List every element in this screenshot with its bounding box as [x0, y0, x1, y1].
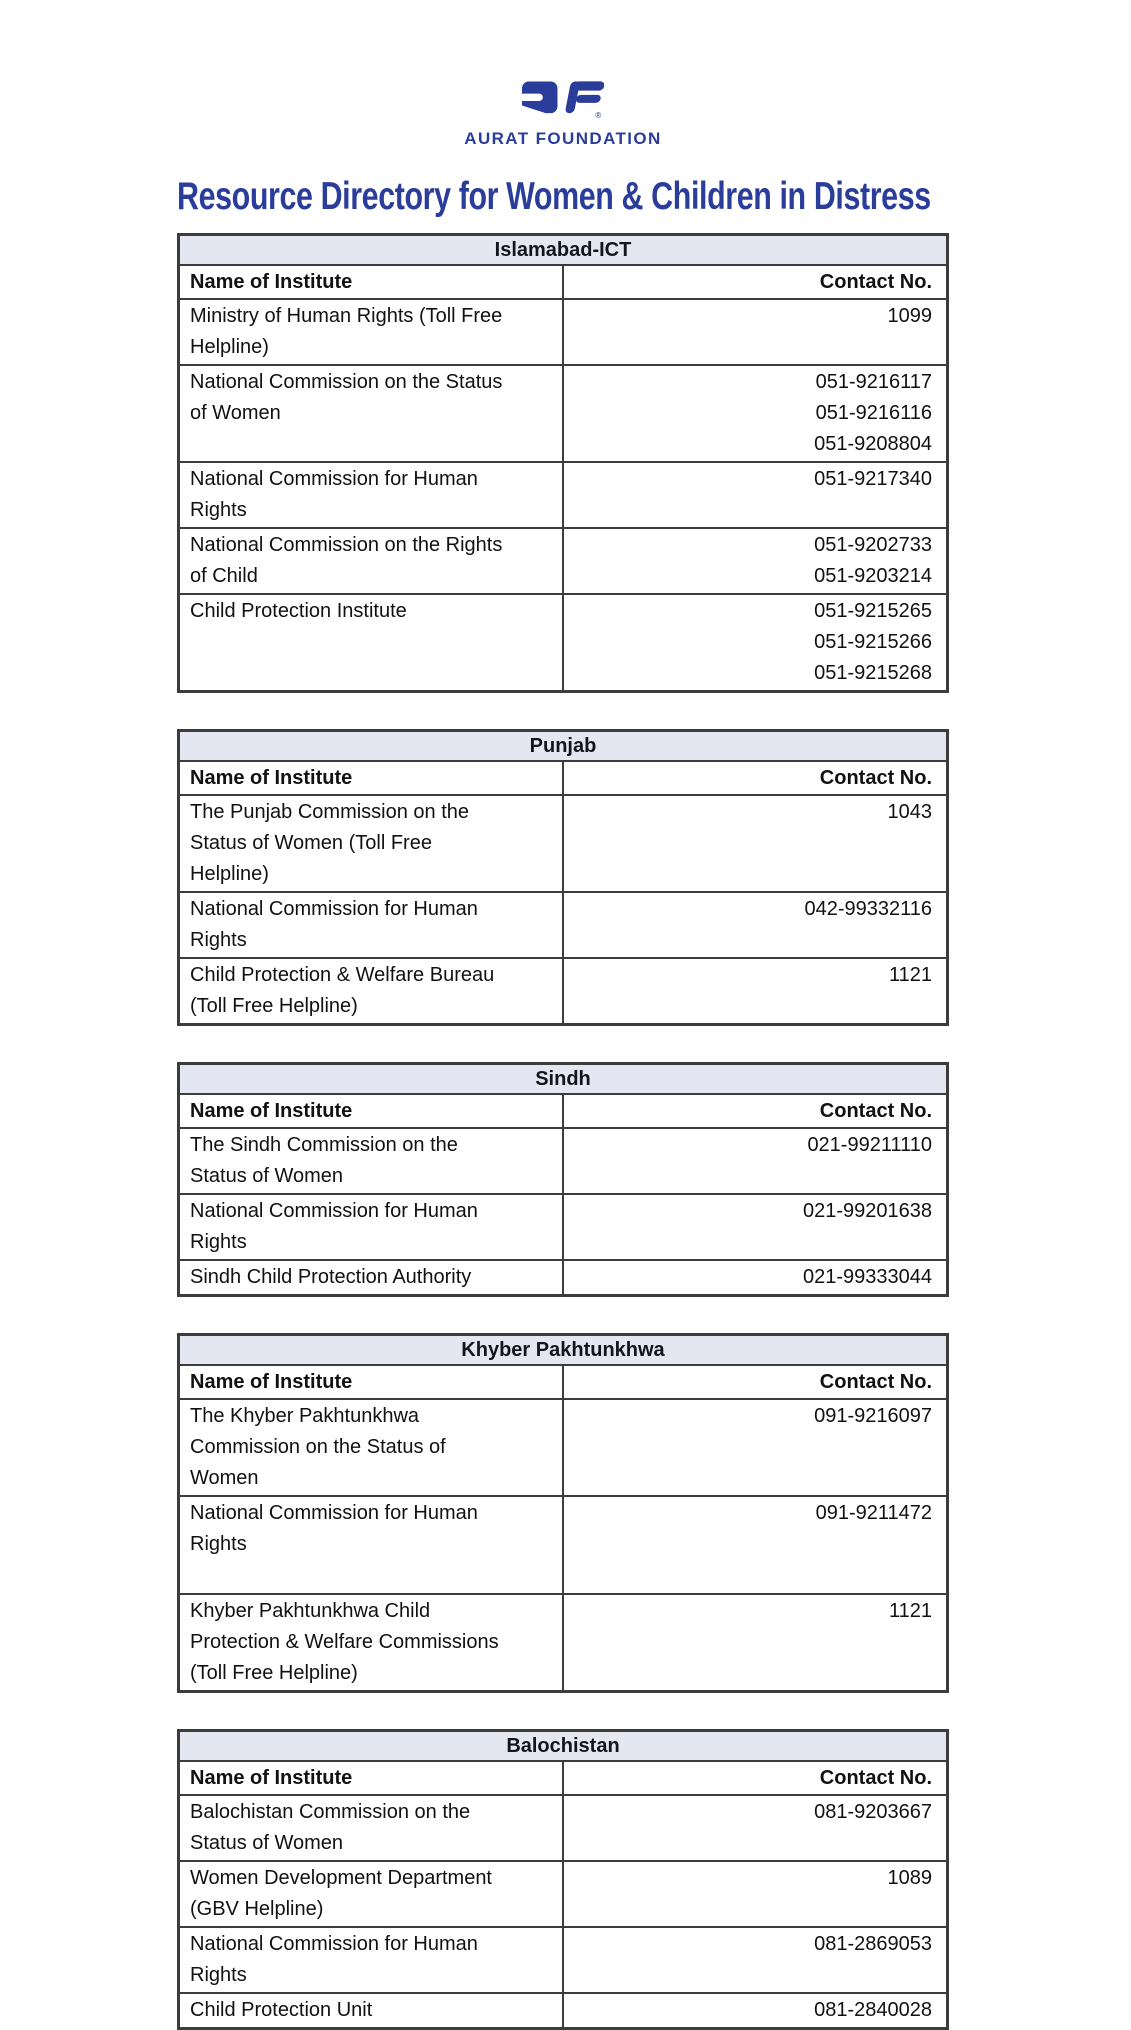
table-row: [179, 1260, 948, 1296]
region-header-row: [179, 1731, 948, 1762]
logo-a-glyph: [522, 81, 557, 113]
institute-name: Women Development Department (GBV Helpline): [179, 1861, 564, 1927]
content-column: [177, 0, 949, 2030]
contact-number: 1121: [888, 1600, 932, 1622]
region-table: [177, 1729, 949, 2030]
column-header-row: [179, 1365, 948, 1399]
contact-numbers: [563, 1594, 948, 1692]
contact-number: 051-9202733: [814, 534, 932, 556]
region-table: [177, 1062, 949, 1297]
column-header-contact: Contact No.: [563, 265, 948, 299]
contact-numbers: [563, 1496, 948, 1594]
contact-numbers: [563, 462, 948, 528]
logo-f-glyph: [565, 81, 604, 113]
region-header-row: [179, 1335, 948, 1366]
table-row: [179, 365, 948, 462]
institute-name: Ministry of Human Rights (Toll Free Helpline): [179, 299, 564, 365]
contact-number: 021-99201638: [802, 1200, 932, 1222]
institute-name: Child Protection Institute: [179, 594, 564, 692]
contact-number: 1043: [887, 801, 932, 823]
column-header-contact: Contact No.: [563, 1094, 948, 1128]
contact-numbers: [563, 1927, 948, 1993]
table-row: [179, 1128, 948, 1194]
contact-number: 051-9215268: [814, 662, 932, 684]
contact-numbers: [563, 892, 948, 958]
column-header-contact: Contact No.: [563, 1365, 948, 1399]
table-row: [179, 462, 948, 528]
column-header-name: Name of Institute: [179, 265, 564, 299]
institute-name: The Khyber Pakhtunkhwa Commission on the Status of Women: [179, 1399, 564, 1496]
contact-number: 081-9203667: [814, 1801, 932, 1823]
institute-name: National Commission for Human Rights: [179, 892, 564, 958]
table-row: [179, 795, 948, 892]
contact-number: 081-2869053: [814, 1933, 932, 1955]
region-header-row: [179, 235, 948, 266]
region-header-row: [179, 1064, 948, 1095]
table-row: [179, 958, 948, 1025]
institute-name: Sindh Child Protection Authority: [179, 1260, 564, 1296]
contact-numbers: [563, 958, 948, 1025]
region-header: Sindh: [179, 1064, 948, 1095]
table-row: [179, 1399, 948, 1496]
page-title: Resource Directory for Women & Children in Distress: [177, 175, 931, 218]
contact-numbers: [563, 1861, 948, 1927]
contact-number: 051-9216117: [815, 371, 932, 393]
institute-name: National Commission for Human Rights: [179, 462, 564, 528]
column-header-row: [179, 761, 948, 795]
contact-numbers: [563, 365, 948, 462]
registered-trademark-icon: ®: [595, 111, 602, 121]
logo-header: [177, 0, 949, 149]
institute-name: National Commission for Human Rights: [179, 1496, 564, 1594]
table-row: [179, 1993, 948, 2029]
region-header: Khyber Pakhtunkhwa: [179, 1335, 948, 1366]
institute-name: The Sindh Commission on the Status of Women: [179, 1128, 564, 1194]
region-table: [177, 233, 949, 693]
contact-number: 091-9211472: [815, 1502, 932, 1524]
region-header: Islamabad-ICT: [179, 235, 948, 266]
institute-name: Child Protection & Welfare Bureau (Toll Free Helpline): [179, 958, 564, 1025]
institute-name: Khyber Pakhtunkhwa Child Protection & Welfare Commissions (Toll Free Helpline): [179, 1594, 564, 1692]
contact-number: 1099: [887, 305, 932, 327]
contact-numbers: [563, 1260, 948, 1296]
contact-numbers: [563, 1128, 948, 1194]
column-header-name: Name of Institute: [179, 1761, 564, 1795]
contact-number: 051-9203214: [814, 565, 932, 587]
institute-name: Child Protection Unit: [179, 1993, 564, 2029]
institute-name: National Commission for Human Rights: [179, 1194, 564, 1260]
contact-numbers: [563, 299, 948, 365]
tables-container: [177, 233, 949, 2030]
region-header-row: [179, 731, 948, 762]
column-header-name: Name of Institute: [179, 1365, 564, 1399]
contact-numbers: [563, 1194, 948, 1260]
table-row: [179, 1795, 948, 1861]
table-row: [179, 299, 948, 365]
contact-number: 051-9215266: [814, 631, 932, 653]
table-row: [179, 1927, 948, 1993]
institute-name: Balochistan Commission on the Status of Women: [179, 1795, 564, 1861]
contact-number: 021-99333044: [802, 1266, 932, 1288]
contact-numbers: [563, 1399, 948, 1496]
column-header-row: [179, 265, 948, 299]
column-header-row: [179, 1094, 948, 1128]
column-header-row: [179, 1761, 948, 1795]
institute-name: National Commission on the Status of Women: [179, 365, 564, 462]
table-row: [179, 1496, 948, 1594]
contact-numbers: [563, 1795, 948, 1861]
region-header: Balochistan: [179, 1731, 948, 1762]
contact-number: 051-9217340: [814, 468, 932, 490]
institute-name: National Commission on the Rights of Child: [179, 528, 564, 594]
contact-numbers: [563, 594, 948, 692]
contact-numbers: [563, 528, 948, 594]
contact-number: 1089: [887, 1867, 932, 1889]
contact-number: 021-99211110: [807, 1134, 932, 1156]
column-header-name: Name of Institute: [179, 761, 564, 795]
contact-numbers: [563, 1993, 948, 2029]
table-row: [179, 892, 948, 958]
contact-number: 051-9208804: [814, 433, 932, 455]
region-table: [177, 729, 949, 1026]
column-header-contact: Contact No.: [563, 761, 948, 795]
contact-number: 1121: [888, 964, 932, 986]
logo-wordmark: AURAT FOUNDATION: [464, 129, 662, 148]
contact-numbers: [563, 795, 948, 892]
contact-number: 051-9215265: [814, 600, 932, 622]
institute-name: National Commission for Human Rights: [179, 1927, 564, 1993]
institute-name: The Punjab Commission on the Status of Women (Toll Free Helpline): [179, 795, 564, 892]
column-header-contact: Contact No.: [563, 1761, 948, 1795]
contact-number: 051-9216116: [815, 402, 932, 424]
table-row: [179, 1194, 948, 1260]
table-row: [179, 1594, 948, 1692]
table-row: [179, 594, 948, 692]
region-header: Punjab: [179, 731, 948, 762]
column-header-name: Name of Institute: [179, 1094, 564, 1128]
region-table: [177, 1333, 949, 1693]
table-row: [179, 528, 948, 594]
aurat-foundation-af-monogram-icon: [522, 80, 604, 122]
contact-number: 081-2840028: [814, 1999, 932, 2021]
contact-number: 091-9216097: [814, 1405, 932, 1427]
contact-number: 042-99332116: [804, 898, 932, 920]
table-row: [179, 1861, 948, 1927]
